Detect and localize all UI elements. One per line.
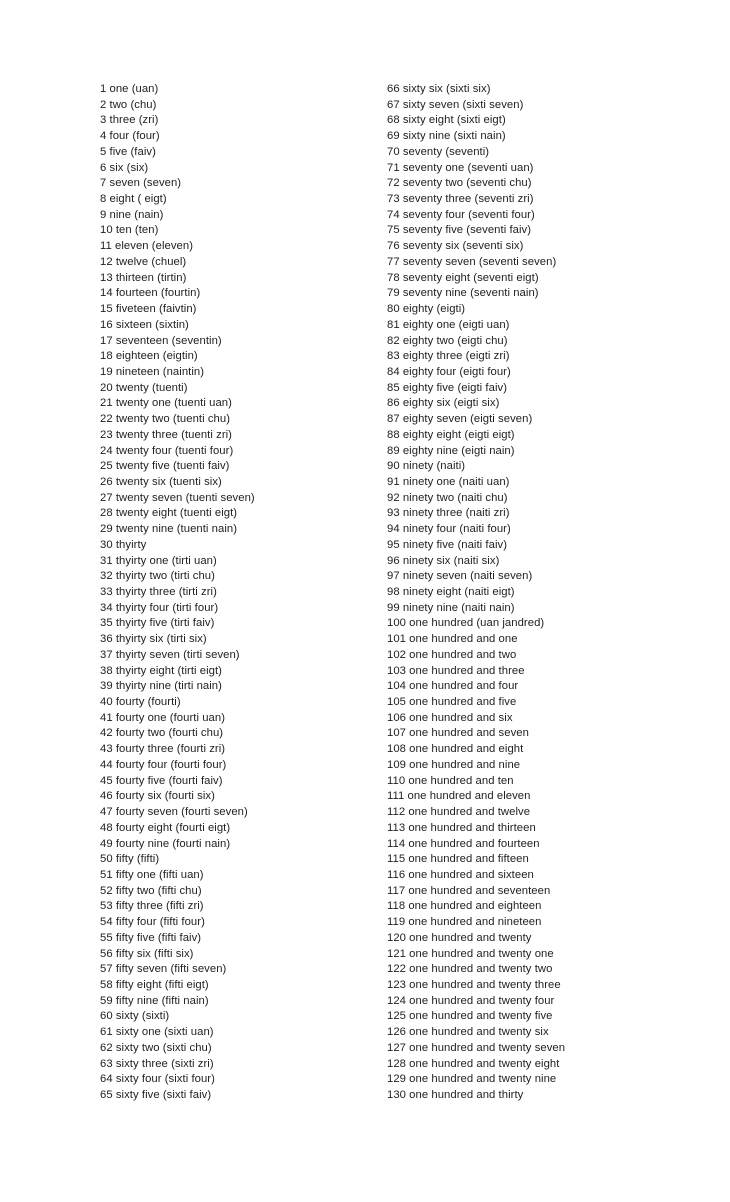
list-item: 95 ninety five (naiti faiv): [387, 538, 508, 551]
list-item: 58 fifty eight (fifti eigt): [100, 978, 209, 991]
list-item: 46 fourty six (fourti six): [100, 790, 215, 803]
list-item: 109 one hundred and nine: [387, 758, 521, 771]
list-item: 53 fifty three (fifti zri): [100, 900, 204, 913]
list-item: 126 one hundred and twenty six: [387, 1026, 549, 1039]
list-item: 107 one hundred and seven: [387, 727, 529, 740]
list-item: 80 eighty (eigti): [387, 303, 466, 316]
list-item: 3 three (zri): [100, 114, 159, 127]
list-item: 61 sixty one (sixti uan): [100, 1026, 214, 1039]
list-item: 81 eighty one (eigti uan): [387, 318, 510, 331]
list-item: 118 one hundred and eighteen: [387, 900, 542, 913]
list-item: 43 fourty three (fourti zri): [100, 743, 226, 756]
list-item: 104 one hundred and four: [387, 680, 519, 693]
list-item: 92 ninety two (naiti chu): [387, 491, 508, 504]
list-item: 54 fifty four (fifti four): [100, 916, 205, 929]
list-item: 79 seventy nine (seventi nain): [387, 287, 539, 300]
list-item: 72 seventy two (seventi chu): [387, 177, 532, 190]
list-item: 59 fifty nine (fifti nain): [100, 994, 209, 1007]
list-item: 5 five (faiv): [100, 145, 156, 158]
list-item: 36 thyirty six (tirti six): [100, 633, 207, 646]
list-item: 39 thyirty nine (tirti nain): [100, 680, 222, 693]
list-item: 67 sixty seven (sixti seven): [387, 98, 524, 111]
list-item: 52 fifty two (fifti chu): [100, 884, 202, 897]
list-item: 101 one hundred and one: [387, 633, 518, 646]
list-item: 102 one hundred and two: [387, 648, 517, 661]
list-item: 110 one hundred and ten: [387, 774, 514, 787]
list-item: 123 one hundred and twenty three: [387, 978, 561, 991]
list-item: 120 one hundred and twenty: [387, 931, 532, 944]
list-item: 106 one hundred and six: [387, 711, 513, 724]
list-item: 10 ten (ten): [100, 224, 159, 237]
list-item: 76 seventy six (seventi six): [387, 240, 524, 253]
list-item: 93 ninety three (naiti zri): [387, 507, 510, 520]
list-item: 65 sixty five (sixti faiv): [100, 1089, 212, 1101]
list-item: 26 twenty six (tuenti six): [100, 475, 222, 488]
list-item: 113 one hundred and thirteen: [387, 821, 536, 834]
list-item: 77 seventy seven (seventi seven): [387, 255, 557, 268]
list-item: 119 one hundred and nineteen: [387, 916, 542, 929]
list-item: 69 sixty nine (sixti nain): [387, 130, 506, 143]
list-item: 112 one hundred and twelve: [387, 806, 531, 819]
list-item: 111 one hundred and eleven: [387, 790, 531, 803]
list-item: 91 ninety one (naiti uan): [387, 475, 510, 488]
list-item: 12 twelve (chuel): [100, 255, 187, 268]
list-item: 37 thyirty seven (tirti seven): [100, 648, 240, 661]
list-item: 117 one hundred and seventeen: [387, 884, 551, 897]
list-item: 86 eighty six (eigti six): [387, 397, 500, 410]
list-item: 1 one (uan): [100, 83, 159, 95]
list-item: 29 twenty nine (tuenti nain): [100, 523, 238, 536]
list-item: 6 six (six): [100, 161, 149, 174]
list-item: 33 thyirty three (tirti zri): [100, 586, 217, 598]
list-item: 122 one hundred and twenty two: [387, 963, 553, 976]
list-item: 83 eighty three (eigti zri): [387, 350, 510, 363]
list-item: 90 ninety (naiti): [387, 460, 466, 473]
list-item: 44 fourty four (fourti four): [100, 758, 227, 771]
list-item: 64 sixty four (sixti four): [100, 1073, 215, 1086]
list-item: 127 one hundred and twenty seven: [387, 1041, 566, 1054]
list-item: 71 seventy one (seventi uan): [387, 161, 534, 174]
list-item: 34 thyirty four (tirti four): [100, 601, 219, 614]
list-item: 105 one hundred and five: [387, 696, 517, 709]
list-item: 75 seventy five (seventi faiv): [387, 224, 532, 237]
list-item: 24 twenty four (tuenti four): [100, 444, 234, 457]
list-item: 9 nine (nain): [100, 208, 164, 221]
list-item: 11 eleven (eleven): [100, 240, 194, 253]
list-item: 27 twenty seven (tuenti seven): [100, 491, 255, 504]
list-item: 30 thyirty: [100, 538, 147, 551]
list-item: 124 one hundred and twenty four: [387, 994, 555, 1007]
left-number-list: [100, 82, 370, 1104]
list-item: 70 seventy (seventi): [387, 145, 490, 158]
list-item: 73 seventy three (seventi zri): [387, 193, 534, 206]
list-item: 31 thyirty one (tirti uan): [100, 554, 217, 567]
list-item: 84 eighty four (eigti four): [387, 365, 511, 378]
list-item: 25 twenty five (tuenti faiv): [100, 460, 230, 473]
list-item: 66 sixty six (sixti six): [387, 83, 491, 95]
list-item: 63 sixty three (sixti zri): [100, 1057, 214, 1070]
list-item: 42 fourty two (fourti chu): [100, 727, 224, 740]
list-item: 18 eighteen (eigtin): [100, 350, 198, 363]
list-item: 100 one hundred (uan jandred): [387, 617, 545, 630]
list-item: 114 one hundred and fourteen: [387, 837, 540, 850]
list-item: 56 fifty six (fifti six): [100, 947, 194, 960]
list-item: 125 one hundred and twenty five: [387, 1010, 553, 1023]
list-item: 55 fifty five (fifti faiv): [100, 931, 202, 944]
list-item: 121 one hundred and twenty one: [387, 947, 554, 960]
list-item: 94 ninety four (naiti four): [387, 523, 511, 536]
list-item: 51 fifty one (fifti uan): [100, 868, 204, 881]
list-item: 99 ninety nine (naiti nain): [387, 601, 515, 614]
list-item: 60 sixty (sixti): [100, 1010, 170, 1023]
list-item: 8 eight ( eigt): [100, 193, 167, 206]
list-item: 15 fiveteen (faivtin): [100, 303, 197, 316]
list-item: 88 eighty eight (eigti eigt): [387, 428, 515, 441]
list-item: 14 fourteen (fourtin): [100, 287, 201, 300]
list-item: 98 ninety eight (naiti eigt): [387, 586, 515, 598]
list-item: 49 fourty nine (fourti nain): [100, 837, 231, 850]
list-item: 82 eighty two (eigti chu): [387, 334, 508, 347]
list-item: 68 sixty eight (sixti eigt): [387, 114, 506, 127]
list-item: 2 two (chu): [100, 98, 157, 111]
list-item: 78 seventy eight (seventi eigt): [387, 271, 539, 284]
list-item: 16 sixteen (sixtin): [100, 318, 189, 331]
list-item: 130 one hundred and thirty: [387, 1089, 524, 1101]
list-item: 108 one hundred and eight: [387, 743, 524, 756]
list-item: 13 thirteen (tirtin): [100, 271, 187, 284]
list-item: 57 fifty seven (fifti seven): [100, 963, 227, 976]
list-item: 4 four (four): [100, 130, 160, 143]
list-item: 116 one hundred and sixteen: [387, 868, 534, 881]
list-item: 23 twenty three (tuenti zri): [100, 428, 232, 441]
list-item: 20 twenty (tuenti): [100, 381, 188, 394]
right-number-list: [387, 82, 687, 1104]
list-item: 89 eighty nine (eigti nain): [387, 444, 515, 457]
list-item: 97 ninety seven (naiti seven): [387, 570, 533, 583]
list-item: 47 fourty seven (fourti seven): [100, 806, 248, 819]
list-item: 103 one hundred and three: [387, 664, 525, 677]
list-item: 28 twenty eight (tuenti eigt): [100, 507, 238, 520]
list-item: 40 fourty (fourti): [100, 696, 181, 709]
list-item: 22 twenty two (tuenti chu): [100, 413, 231, 426]
list-item: 50 fifty (fifti): [100, 853, 160, 866]
list-item: 19 nineteen (naintin): [100, 365, 205, 378]
list-item: 62 sixty two (sixti chu): [100, 1041, 212, 1054]
list-item: 17 seventeen (seventin): [100, 334, 222, 347]
list-item: 48 fourty eight (fourti eigt): [100, 821, 231, 834]
list-item: 74 seventy four (seventi four): [387, 208, 535, 221]
list-item: 45 fourty five (fourti faiv): [100, 774, 223, 787]
list-item: 38 thyirty eight (tirti eigt): [100, 664, 222, 677]
list-item: 128 one hundred and twenty eight: [387, 1057, 560, 1070]
list-item: 87 eighty seven (eigti seven): [387, 413, 533, 426]
list-item: 96 ninety six (naiti six): [387, 554, 500, 567]
list-item: 7 seven (seven): [100, 177, 182, 190]
list-item: 35 thyirty five (tirti faiv): [100, 617, 215, 630]
list-item: 115 one hundred and fifteen: [387, 853, 529, 866]
list-item: 32 thyirty two (tirti chu): [100, 570, 215, 583]
list-item: 85 eighty five (eigti faiv): [387, 381, 508, 394]
list-item: 129 one hundred and twenty nine: [387, 1073, 557, 1086]
list-item: 41 fourty one (fourti uan): [100, 711, 226, 724]
list-item: 21 twenty one (tuenti uan): [100, 397, 232, 410]
